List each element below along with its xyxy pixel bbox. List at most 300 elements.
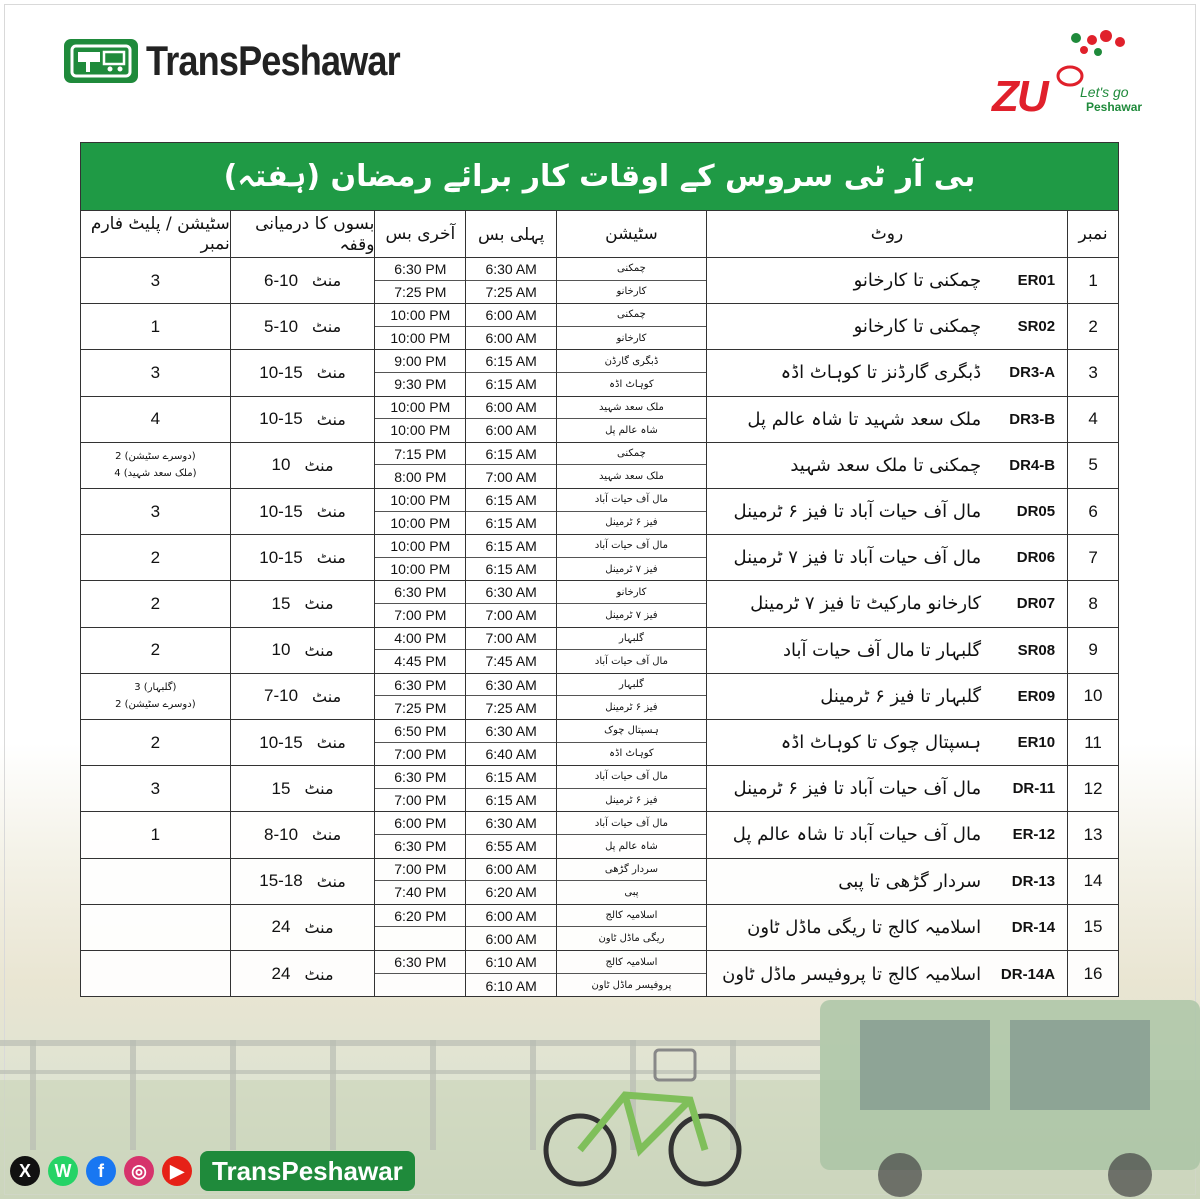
table-row <box>81 443 1118 489</box>
route-code: ER01 <box>1017 272 1056 290</box>
youtube-icon[interactable]: ▶ <box>162 1156 192 1186</box>
route-cell <box>706 258 1067 303</box>
headway-cell <box>230 674 375 719</box>
footer <box>0 1148 415 1194</box>
first-bus-cell <box>465 581 556 626</box>
headway-value: 10 <box>271 640 291 660</box>
last-bus-time: 6:30 PM <box>375 766 465 789</box>
station-cell <box>556 489 706 534</box>
last-bus-time: 7:00 PM <box>394 607 447 624</box>
table-row <box>81 812 1118 858</box>
route-code: DR-14 <box>1011 918 1056 936</box>
row-number: 12 <box>1067 766 1118 811</box>
station-to: فیز ۶ ٹرمینل <box>605 517 658 529</box>
first-bus-time: 7:00 AM <box>485 468 537 485</box>
station-to: شاہ عالم پل <box>605 840 658 852</box>
first-bus-time: 6:00 AM <box>485 422 537 439</box>
headway-unit: منٹ <box>316 548 346 568</box>
headway-value: 10-15 <box>259 409 303 429</box>
station-to: کارخانو <box>616 286 647 298</box>
route-code: DR05 <box>1016 503 1056 521</box>
headway-unit: منٹ <box>312 686 342 706</box>
header-station: سٹیشن <box>556 211 706 257</box>
route-code: ER-12 <box>1012 826 1056 844</box>
last-bus-cell <box>374 258 465 303</box>
station-from: مال آف حیات آباد <box>557 812 706 835</box>
header-platform: سٹیشن / پلیٹ فارم نمبر <box>90 214 230 254</box>
table-row <box>81 304 1118 350</box>
headway-unit: منٹ <box>312 317 342 337</box>
first-bus-cell <box>465 535 556 580</box>
route-name: مال آف حیات آباد تا شاہ عالم پل <box>732 824 982 846</box>
brand-name: TransPeshawar <box>146 37 400 84</box>
route-code: ER10 <box>1017 734 1056 752</box>
first-bus-time: 6:15 AM <box>466 443 556 466</box>
headway-value: 15 <box>271 778 291 798</box>
headway-cell <box>230 258 375 303</box>
row-number: 4 <box>1067 397 1118 442</box>
route-cell <box>706 951 1067 997</box>
first-bus-cell <box>465 905 556 950</box>
last-bus-cell <box>374 350 465 395</box>
station-cell <box>556 535 706 580</box>
route-code: DR4-B <box>1009 456 1056 474</box>
headway-unit: منٹ <box>304 779 334 799</box>
last-bus-time: 6:30 PM <box>375 581 465 604</box>
table-row <box>81 674 1118 720</box>
headway-unit: منٹ <box>304 594 334 614</box>
last-bus-time: 6:30 PM <box>375 258 465 281</box>
row-number: 16 <box>1067 951 1118 997</box>
route-name: اسلامیہ کالج تا ریگی ماڈل ٹاون <box>747 916 982 938</box>
route-code: ER09 <box>1017 687 1056 705</box>
headway-cell <box>230 489 375 534</box>
header-route: روٹ <box>706 211 1067 257</box>
last-bus-cell <box>374 628 465 673</box>
headway-value: 10-15 <box>259 362 303 382</box>
route-name: گلبہار تا فیز ۶ ٹرمینل <box>820 685 982 707</box>
table-row <box>81 905 1118 951</box>
headway-value: 24 <box>271 964 291 984</box>
route-cell <box>706 581 1067 626</box>
station-cell <box>556 951 706 997</box>
last-bus-time: 10:00 PM <box>375 489 465 512</box>
station-from: ملک سعد شہید <box>557 397 706 420</box>
platform-cell <box>81 674 230 719</box>
station-cell <box>556 581 706 626</box>
headway-cell <box>230 535 375 580</box>
route-cell <box>706 397 1067 442</box>
first-bus-time: 7:25 AM <box>485 699 537 716</box>
table-row <box>81 397 1118 443</box>
first-bus-cell <box>465 859 556 904</box>
platform-cell: 2 <box>150 732 161 752</box>
headway-unit: منٹ <box>304 455 334 475</box>
headway-unit: منٹ <box>304 964 334 984</box>
last-bus-time: 10:00 PM <box>390 561 451 578</box>
route-name: چمکنی تا کارخانو <box>853 316 982 338</box>
first-bus-time: 6:15 AM <box>485 514 537 531</box>
platform-line: (گلبہار) 3 <box>134 682 177 694</box>
instagram-icon[interactable]: ◎ <box>124 1156 154 1186</box>
headway-cell <box>230 859 375 904</box>
last-bus-cell <box>374 304 465 349</box>
route-code: DR06 <box>1016 549 1056 567</box>
route-cell <box>706 766 1067 811</box>
headway-unit: منٹ <box>316 871 346 891</box>
first-bus-time: 6:30 AM <box>466 581 556 604</box>
last-bus-time: 6:50 PM <box>375 720 465 743</box>
first-bus-time: 6:15 AM <box>485 561 537 578</box>
station-to: کوہاٹ اڈہ <box>609 748 654 760</box>
zu-city: Peshawar <box>1086 100 1143 114</box>
headway-unit: منٹ <box>316 363 346 383</box>
last-bus-cell <box>374 443 465 488</box>
headway-cell <box>230 720 375 765</box>
header-first-bus: پہلی بس <box>465 211 556 257</box>
row-number: 1 <box>1067 258 1118 303</box>
last-bus-time: 7:00 PM <box>394 745 447 762</box>
platform-line: (دوسرے سٹیشن) 2 <box>115 699 196 711</box>
last-bus-time: 6:00 PM <box>375 812 465 835</box>
station-cell <box>556 304 706 349</box>
route-cell <box>706 812 1067 857</box>
table-row <box>81 489 1118 535</box>
station-from: گلبہار <box>557 628 706 651</box>
platform-cell: 2 <box>150 593 161 613</box>
first-bus-time: 6:00 AM <box>466 397 556 420</box>
station-cell <box>556 350 706 395</box>
last-bus-cell <box>374 859 465 904</box>
last-bus-time: 10:00 PM <box>375 304 465 327</box>
first-bus-cell <box>465 443 556 488</box>
route-name: گلبہار تا مال آف حیات آباد <box>782 639 982 661</box>
station-from: مال آف حیات آباد <box>557 535 706 558</box>
headway-unit: منٹ <box>312 825 342 845</box>
row-number: 6 <box>1067 489 1118 534</box>
last-bus-time: 7:15 PM <box>375 443 465 466</box>
station-to: فیز ۶ ٹرمینل <box>605 702 658 714</box>
first-bus-cell <box>465 258 556 303</box>
bus-icon <box>64 39 138 83</box>
table-header <box>81 210 1118 258</box>
platform-cell: 2 <box>150 640 161 660</box>
row-number: 15 <box>1067 905 1118 950</box>
route-cell <box>706 535 1067 580</box>
last-bus-time: 7:00 PM <box>375 859 465 882</box>
row-number: 3 <box>1067 350 1118 395</box>
last-bus-time: 10:00 PM <box>375 397 465 420</box>
platform-cell <box>81 951 230 997</box>
first-bus-time: 7:45 AM <box>485 653 537 670</box>
first-bus-cell <box>465 350 556 395</box>
route-name: ہسپتال چوک تا کوہاٹ اڈہ <box>780 732 982 754</box>
route-cell <box>706 443 1067 488</box>
route-name: اسلامیہ کالج تا پروفیسر ماڈل ٹاون <box>722 963 982 985</box>
route-code: DR07 <box>1016 595 1056 613</box>
station-to: فیز ۶ ٹرمینل <box>605 794 658 806</box>
station-cell <box>556 905 706 950</box>
last-bus-time: 8:00 PM <box>394 468 447 485</box>
zu-logo <box>988 28 1148 120</box>
last-bus-time <box>375 927 465 950</box>
route-name: سردار گڑھی تا پبی <box>838 870 982 892</box>
first-bus-time: 7:25 AM <box>485 283 537 300</box>
table-row <box>81 859 1118 905</box>
station-to: مال آف حیات آباد <box>594 655 668 667</box>
table-row <box>81 628 1118 674</box>
station-cell <box>556 397 706 442</box>
row-number: 10 <box>1067 674 1118 719</box>
footer-handle: TransPeshawar <box>200 1151 415 1191</box>
first-bus-time: 6:30 AM <box>466 720 556 743</box>
route-name: چمکنی تا کارخانو <box>853 270 982 292</box>
route-code: DR-13 <box>1011 872 1056 890</box>
last-bus-time: 10:00 PM <box>390 330 451 347</box>
last-bus-cell <box>374 905 465 950</box>
route-name: ڈبگری گارڈنز تا کوہاٹ اڈہ <box>780 362 982 384</box>
headway-value: 15-18 <box>259 871 303 891</box>
station-from: چمکنی <box>557 443 706 466</box>
station-from: ڈبگری گارڈن <box>557 350 706 373</box>
route-cell <box>706 489 1067 534</box>
route-code: DR3-A <box>1009 364 1056 382</box>
last-bus-time: 6:30 PM <box>394 838 447 855</box>
headway-value: 10-15 <box>259 732 303 752</box>
station-cell <box>556 812 706 857</box>
headway-value: 8-10 <box>264 824 299 844</box>
platform-cell: 3 <box>150 270 161 290</box>
headway-value: 10-15 <box>259 547 303 567</box>
headway-cell <box>230 397 375 442</box>
last-bus-time: 4:45 PM <box>394 653 447 670</box>
first-bus-cell <box>465 951 556 997</box>
platform-cell <box>81 905 230 950</box>
last-bus-cell <box>374 674 465 719</box>
last-bus-time <box>375 974 465 997</box>
first-bus-time: 6:10 AM <box>485 977 537 994</box>
last-bus-time: 6:20 PM <box>375 905 465 928</box>
station-cell <box>556 766 706 811</box>
station-cell <box>556 720 706 765</box>
route-code: DR-11 <box>1012 780 1056 798</box>
first-bus-time: 7:00 AM <box>485 607 537 624</box>
route-code: DR3-B <box>1009 410 1056 428</box>
platform-cell: 3 <box>150 778 161 798</box>
zu-mark: ZU <box>992 72 1047 121</box>
station-from: چمکنی <box>557 258 706 281</box>
first-bus-cell <box>465 766 556 811</box>
row-number: 14 <box>1067 859 1118 904</box>
first-bus-cell <box>465 304 556 349</box>
platform-cell <box>81 443 230 488</box>
schedule-table <box>80 142 1119 997</box>
headway-unit: منٹ <box>316 502 346 522</box>
first-bus-time: 6:10 AM <box>466 951 556 974</box>
route-code: DR-14A <box>1000 965 1056 983</box>
first-bus-time: 6:30 AM <box>466 258 556 281</box>
first-bus-time: 6:15 AM <box>466 489 556 512</box>
route-name: مال آف حیات آباد تا فیز ۶ ٹرمینل <box>733 778 982 800</box>
last-bus-time: 7:25 PM <box>394 283 447 300</box>
station-from: کارخانو <box>557 581 706 604</box>
platform-cell: 2 <box>150 547 161 567</box>
first-bus-cell <box>465 720 556 765</box>
station-to: ریگی ماڈل ٹاون <box>598 933 665 945</box>
headway-cell <box>230 304 375 349</box>
row-number: 5 <box>1067 443 1118 488</box>
last-bus-cell <box>374 581 465 626</box>
route-name: کارخانو مارکیٹ تا فیز ۷ ٹرمینل <box>750 593 982 615</box>
first-bus-cell <box>465 397 556 442</box>
row-number: 2 <box>1067 304 1118 349</box>
header-number: نمبر <box>1067 211 1118 257</box>
station-from: ہسپتال چوک <box>557 720 706 743</box>
route-name: چمکنی تا ملک سعد شہید <box>790 454 982 476</box>
row-number: 8 <box>1067 581 1118 626</box>
first-bus-time: 7:00 AM <box>466 628 556 651</box>
table-row <box>81 535 1118 581</box>
route-cell <box>706 905 1067 950</box>
first-bus-cell <box>465 812 556 857</box>
route-name: مال آف حیات آباد تا فیز ۶ ٹرمینل <box>733 501 982 523</box>
first-bus-time: 6:15 AM <box>485 792 537 809</box>
first-bus-time: 6:40 AM <box>485 745 537 762</box>
last-bus-time: 7:00 PM <box>394 792 447 809</box>
last-bus-cell <box>374 535 465 580</box>
station-to: شاہ عالم پل <box>605 424 658 436</box>
route-name: ملک سعد شہید تا شاہ عالم پل <box>747 408 982 430</box>
table-row <box>81 766 1118 812</box>
route-code: SR02 <box>1017 318 1056 336</box>
last-bus-time: 9:30 PM <box>394 376 447 393</box>
station-cell <box>556 258 706 303</box>
row-number: 9 <box>1067 628 1118 673</box>
first-bus-time: 6:15 AM <box>466 350 556 373</box>
headway-value: 7-10 <box>264 686 299 706</box>
last-bus-cell <box>374 766 465 811</box>
transpeshawar-logo <box>64 38 441 84</box>
headway-value: 10-15 <box>259 501 303 521</box>
last-bus-cell <box>374 397 465 442</box>
last-bus-time: 6:30 PM <box>375 951 465 974</box>
station-cell <box>556 443 706 488</box>
headway-cell <box>230 905 375 950</box>
headway-unit: منٹ <box>316 409 346 429</box>
first-bus-time: 6:55 AM <box>485 838 537 855</box>
station-from: گلبہار <box>557 674 706 697</box>
headway-value: 5-10 <box>264 316 299 336</box>
first-bus-time: 6:15 AM <box>466 766 556 789</box>
first-bus-time: 6:15 AM <box>485 376 537 393</box>
platform-cell: 4 <box>150 409 161 429</box>
last-bus-cell <box>374 951 465 997</box>
row-number: 11 <box>1067 720 1118 765</box>
station-to: ملک سعد شہید <box>598 471 664 483</box>
last-bus-time: 10:00 PM <box>390 514 451 531</box>
headway-cell <box>230 443 375 488</box>
headway-value: 24 <box>271 917 291 937</box>
station-to: فیز ۷ ٹرمینل <box>605 563 658 575</box>
route-cell <box>706 674 1067 719</box>
whatsapp-icon[interactable]: W <box>48 1156 78 1186</box>
platform-cell: 1 <box>150 824 161 844</box>
headway-unit: منٹ <box>304 640 334 660</box>
row-number: 13 <box>1067 812 1118 857</box>
route-code: SR08 <box>1017 641 1056 659</box>
route-cell <box>706 859 1067 904</box>
first-bus-time: 6:30 AM <box>466 674 556 697</box>
station-from: اسلامیہ کالج <box>557 951 706 974</box>
last-bus-time: 7:40 PM <box>394 884 447 901</box>
route-cell <box>706 628 1067 673</box>
station-from: سردار گڑھی <box>557 859 706 882</box>
station-cell <box>556 628 706 673</box>
zu-tagline: Let's go <box>1080 84 1129 100</box>
social-links <box>0 1156 192 1186</box>
last-bus-time: 10:00 PM <box>375 535 465 558</box>
headway-cell <box>230 628 375 673</box>
table-row <box>81 720 1118 766</box>
station-to: فیز ۷ ٹرمینل <box>605 609 658 621</box>
headway-cell <box>230 812 375 857</box>
platform-cell: 1 <box>150 316 161 336</box>
last-bus-cell <box>374 812 465 857</box>
table-row <box>81 350 1118 396</box>
first-bus-time: 6:00 AM <box>466 905 556 928</box>
headway-cell <box>230 350 375 395</box>
headway-unit: منٹ <box>316 733 346 753</box>
table-row <box>81 258 1118 304</box>
first-bus-time: 6:15 AM <box>466 535 556 558</box>
station-to: پروفیسر ماڈل ٹاون <box>591 980 672 992</box>
first-bus-time: 6:00 AM <box>466 859 556 882</box>
headway-value: 15 <box>271 593 291 613</box>
first-bus-time: 6:00 AM <box>485 330 537 347</box>
station-to: کوہاٹ اڈہ <box>609 378 654 390</box>
platform-cell: 3 <box>150 362 161 382</box>
route-name: مال آف حیات آباد تا فیز ۷ ٹرمینل <box>733 547 982 569</box>
facebook-icon[interactable]: f <box>86 1156 116 1186</box>
last-bus-time: 6:30 PM <box>375 674 465 697</box>
last-bus-time: 7:25 PM <box>394 699 447 716</box>
station-cell <box>556 674 706 719</box>
platform-line: (ملک سعد شہید) 4 <box>114 468 197 480</box>
header-headway: بسوں کا درمیانی وقفہ <box>230 211 375 257</box>
table-row <box>81 951 1118 997</box>
last-bus-time: 9:00 PM <box>375 350 465 373</box>
route-cell <box>706 720 1067 765</box>
first-bus-time: 6:00 AM <box>466 304 556 327</box>
first-bus-time: 6:00 AM <box>485 930 537 947</box>
platform-cell <box>81 859 230 904</box>
headway-cell <box>230 766 375 811</box>
station-cell <box>556 859 706 904</box>
x-icon[interactable]: X <box>10 1156 40 1186</box>
last-bus-cell <box>374 720 465 765</box>
row-number: 7 <box>1067 535 1118 580</box>
route-cell <box>706 350 1067 395</box>
route-cell <box>706 304 1067 349</box>
first-bus-cell <box>465 674 556 719</box>
headway-unit: منٹ <box>304 917 334 937</box>
headway-unit: منٹ <box>312 271 342 291</box>
last-bus-time: 4:00 PM <box>375 628 465 651</box>
headway-cell <box>230 951 375 997</box>
station-from: اسلامیہ کالج <box>557 905 706 928</box>
header-last-bus: آخری بس <box>374 211 465 257</box>
headway-cell <box>230 581 375 626</box>
